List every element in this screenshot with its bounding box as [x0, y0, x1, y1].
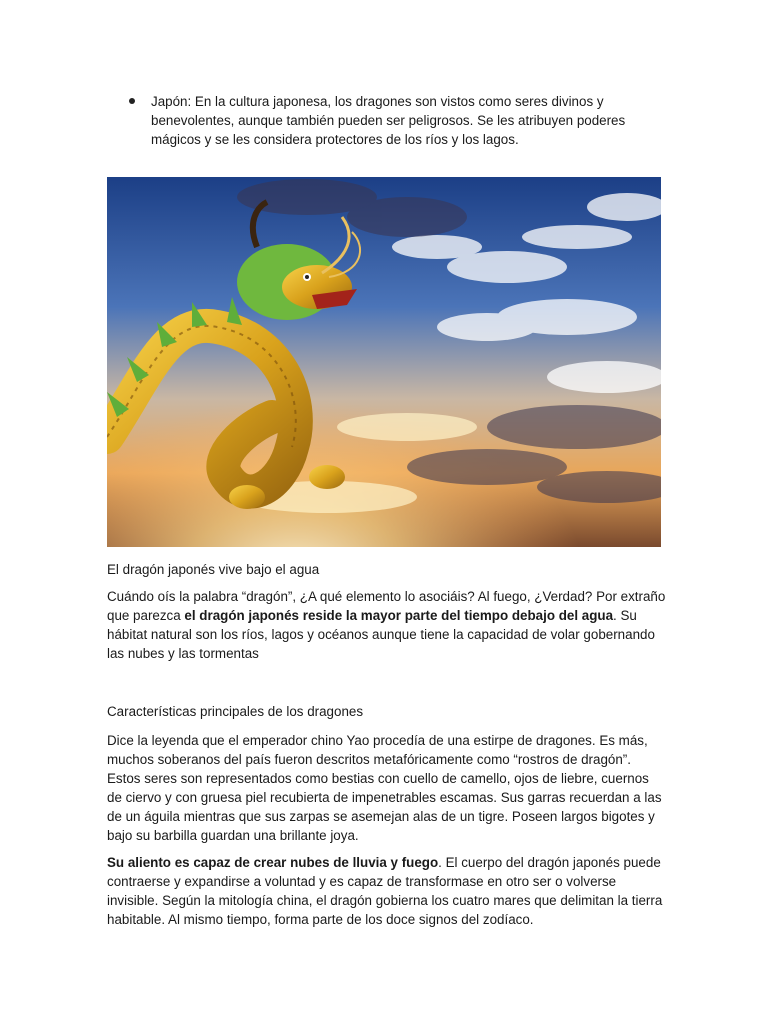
section-heading-characteristics: Características principales de los dragones — [107, 704, 364, 719]
paragraph-breath — [107, 853, 667, 929]
paragraph-habitat — [107, 587, 667, 663]
paragraph-habitat-text: Cuándo oís la palabra “dragón”, ¿A qué elemento lo asociáis? Al fuego, ¿Verdad? Por extraño que parezca — [107, 589, 666, 623]
bullet-item-japan — [128, 92, 668, 149]
paragraph-habitat-bold: el dragón japonés reside la mayor parte del tiempo debajo del agua — [184, 608, 614, 623]
paragraph-habitat-tail: . Su hábitat natural son los ríos, lagos y océanos aunque tiene la capacidad de volar gobernando las nubes y las tormentas — [107, 608, 655, 661]
paragraph-breath-bold: Su aliento es capaz de crear nubes de lluvia y fuego — [107, 855, 439, 870]
bullet-dot-icon — [129, 98, 135, 104]
paragraph-legend: Dice la leyenda que el emperador chino Yao procedía de una estirpe de dragones. Es más, muchos soberanos del país fueron descritos metafóricamente como “rostros de dragón”. Estos seres son representados como bestias con cuello de camello, ojos de liebre, cuernos de ciervo y con gruesa piel recubierta de impenetrables escamas. Sus garras recuerdan a las de un águila mientras que sus zarpas se asemejan alas de un tigre. Poseen largos bigotes y bajo su barbilla guardan una brillante joya. — [107, 733, 662, 843]
bullet-list — [128, 92, 668, 149]
image-caption: El dragón japonés vive bajo el agua — [107, 562, 320, 577]
paragraph-breath-text: . El cuerpo del dragón japonés puede contraerse y expandirse a voluntad y es capaz de transformase en otro ser o volverse invisible. Según la mitología china, el dragón gobierna los cuatro mares que delimitan la tierra habitable. Al mismo tiempo, forma parte de los doce signos del zodíaco. — [107, 855, 663, 927]
dragon-sky-illustration — [107, 177, 661, 547]
dragon-in-sky-image — [107, 177, 661, 547]
bullet-text: Japón: En la cultura japonesa, los dragones son vistos como seres divinos y benevolentes, aunque también pueden ser peligrosos. Se les atribuyen poderes mágicos y se les considera protectores de los ríos y los lagos. — [151, 94, 626, 147]
